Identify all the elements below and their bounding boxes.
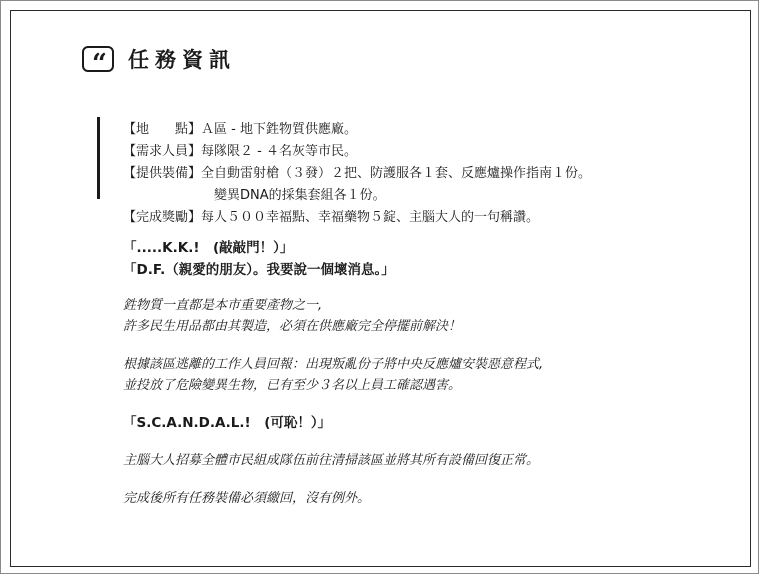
- info-row-location: [123, 119, 591, 141]
- dialogue-knock: 「.....K.K.! (敲敲門！）」: [123, 240, 294, 256]
- dialogue-bad-news: 「D.F.（親愛的朋友）。我要說一個壞消息。」: [123, 262, 395, 278]
- page-title: 任務資訊: [128, 48, 236, 72]
- paragraph-line: 許多民生用品都由其製造，必須在供應廠完全停擺前解決！: [123, 319, 462, 334]
- paragraph-line: 完成後所有任務裝備必須繳回，沒有例外。: [123, 491, 371, 506]
- accent-bar: [97, 117, 100, 199]
- info-value: 每人５００幸福點、幸福藥物５錠、主腦大人的一句稱讚。: [201, 210, 540, 225]
- info-label: 【完成獎勵】: [123, 210, 202, 225]
- info-value: Ａ區 - 地下鉎物質供應廠。: [201, 122, 357, 137]
- section-header: [82, 44, 236, 79]
- paragraph-line: 鉎物質一直都是本市重要產物之一,: [123, 298, 323, 313]
- info-row-requirement: [123, 141, 591, 163]
- info-row-reward: [123, 207, 591, 229]
- info-value: 每隊限２ - ４名灰等市民。: [201, 144, 357, 159]
- info-row-equipment-cont: [123, 185, 591, 207]
- quote-icon: “: [82, 46, 114, 72]
- paragraph-line: 主腦大人招募全體市民組成隊伍前往清掃該區並將其所有設備回復正常。: [123, 453, 540, 468]
- info-label: 【地 點】: [123, 122, 202, 137]
- info-value: 變異DNA的採集套組各１份。: [214, 188, 386, 203]
- paragraph-line: 並投放了危險變異生物，已有至少３名以上員工確認遇害。: [123, 378, 462, 393]
- info-value: 全自動雷射槍（３發）２把、防護服各１套、反應爐操作指南１份。: [201, 166, 592, 181]
- paragraph-line: 根據該區逃離的工作人員回報：出現叛亂份子將中央反應爐安裝惡意程式,: [123, 357, 544, 372]
- info-label: 【提供裝備】: [123, 166, 202, 181]
- dialogue-scandal: 「S.C.A.N.D.A.L.! (可恥！）」: [123, 415, 332, 431]
- mission-info: [123, 119, 591, 229]
- info-row-equipment: [123, 163, 591, 185]
- info-label: 【需求人員】: [123, 144, 202, 159]
- content-frame: [10, 10, 751, 567]
